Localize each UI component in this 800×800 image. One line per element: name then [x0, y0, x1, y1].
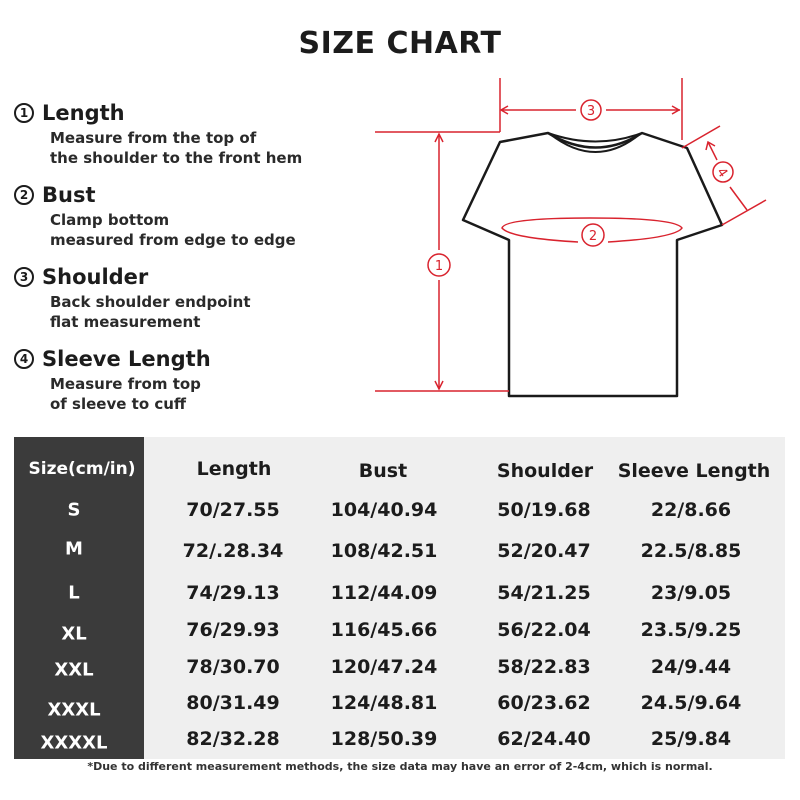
size-label: XXXXL	[40, 732, 108, 754]
svg-text:4: 4	[713, 165, 731, 181]
table-cell: 58/22.83	[497, 656, 591, 678]
table-cell: 56/22.04	[497, 619, 591, 641]
size-label: M	[65, 538, 83, 560]
table-cell: 120/47.24	[330, 656, 438, 678]
legend-title: Bust	[42, 183, 96, 207]
header-sleeve-length: Sleeve Length	[617, 460, 771, 482]
table-cell: 50/19.68	[497, 499, 591, 521]
legend-desc-line: Measure from the top of	[50, 129, 257, 147]
table-cell: 62/24.40	[497, 728, 591, 750]
table-cell: 23/9.05	[650, 582, 732, 604]
table-cell: 52/20.47	[497, 540, 591, 562]
table-cell: 104/40.94	[330, 499, 438, 521]
table-cell: 22/8.66	[650, 499, 732, 521]
page-title: SIZE CHART	[298, 26, 502, 61]
legend-title: Shoulder	[42, 265, 149, 289]
header-bust: Bust	[358, 460, 408, 482]
size-table	[14, 437, 785, 759]
table-cell: 54/21.25	[497, 582, 591, 604]
header-size: Size(cm/in)	[28, 459, 136, 479]
table-cell: 112/44.09	[330, 582, 438, 604]
measurement-footnote: *Due to different measurement methods, the size data may have an error of 2-4cm, which is normal.	[87, 760, 713, 773]
circled-number-2: 2	[14, 185, 34, 205]
legend-desc-line: Measure from top	[50, 375, 201, 393]
svg-text:2: 2	[588, 229, 598, 244]
shoulder-measure-marker	[500, 78, 682, 140]
legend-item-length	[14, 98, 302, 168]
size-label: S	[67, 499, 81, 521]
legend-item-sleeve-length	[14, 344, 211, 414]
table-cell: 128/50.39	[330, 728, 438, 750]
size-label: L	[68, 582, 80, 604]
table-cell: 124/48.81	[330, 692, 438, 714]
bust-measure-marker	[502, 218, 682, 246]
table-cell: 25/9.84	[650, 728, 732, 750]
svg-text:1: 1	[434, 259, 444, 274]
legend-desc-line: of sleeve to cuff	[50, 395, 187, 413]
table-cell: 76/29.93	[186, 619, 280, 641]
circled-number-1: 1	[14, 103, 34, 123]
svg-text:3: 3	[586, 104, 596, 119]
legend-title: Length	[42, 101, 125, 125]
table-cell: 74/29.13	[186, 582, 280, 604]
legend-desc-line: measured from edge to edge	[50, 231, 296, 249]
table-cell: 60/23.62	[497, 692, 591, 714]
table-cell: 24/9.44	[650, 656, 732, 678]
legend-desc-line: the shoulder to the front hem	[50, 149, 303, 167]
tshirt-measurement-diagram	[350, 70, 800, 420]
sleeve-measure-marker	[682, 126, 766, 225]
size-label: XXL	[54, 659, 94, 681]
legend-desc-line: Clamp bottom	[50, 211, 170, 229]
table-cell: 72/.28.34	[182, 540, 284, 562]
table-cell: 82/32.28	[186, 728, 280, 750]
header-shoulder: Shoulder	[496, 460, 594, 482]
table-cell: 108/42.51	[330, 540, 438, 562]
table-cell: 116/45.66	[330, 619, 438, 641]
header-length: Length	[196, 458, 272, 480]
tshirt-outline-icon	[463, 133, 722, 396]
table-cell: 24.5/9.64	[640, 692, 742, 714]
size-label: XXXL	[47, 699, 101, 721]
legend-desc-line: Back shoulder endpoint	[50, 293, 251, 311]
table-cell: 70/27.55	[186, 499, 280, 521]
table-cell: 80/31.49	[186, 692, 280, 714]
circled-number-3: 3	[14, 267, 34, 287]
table-cell: 78/30.70	[186, 656, 280, 678]
table-cell: 22.5/8.85	[640, 540, 742, 562]
table-cell: 23.5/9.25	[640, 619, 742, 641]
size-label: XL	[61, 623, 87, 645]
circled-number-4: 4	[14, 349, 34, 369]
length-measure-marker	[375, 132, 509, 391]
legend-item-shoulder	[14, 262, 251, 332]
legend-item-bust	[14, 180, 296, 250]
legend-title: Sleeve Length	[42, 347, 211, 371]
legend-desc-line: flat measurement	[50, 313, 201, 331]
